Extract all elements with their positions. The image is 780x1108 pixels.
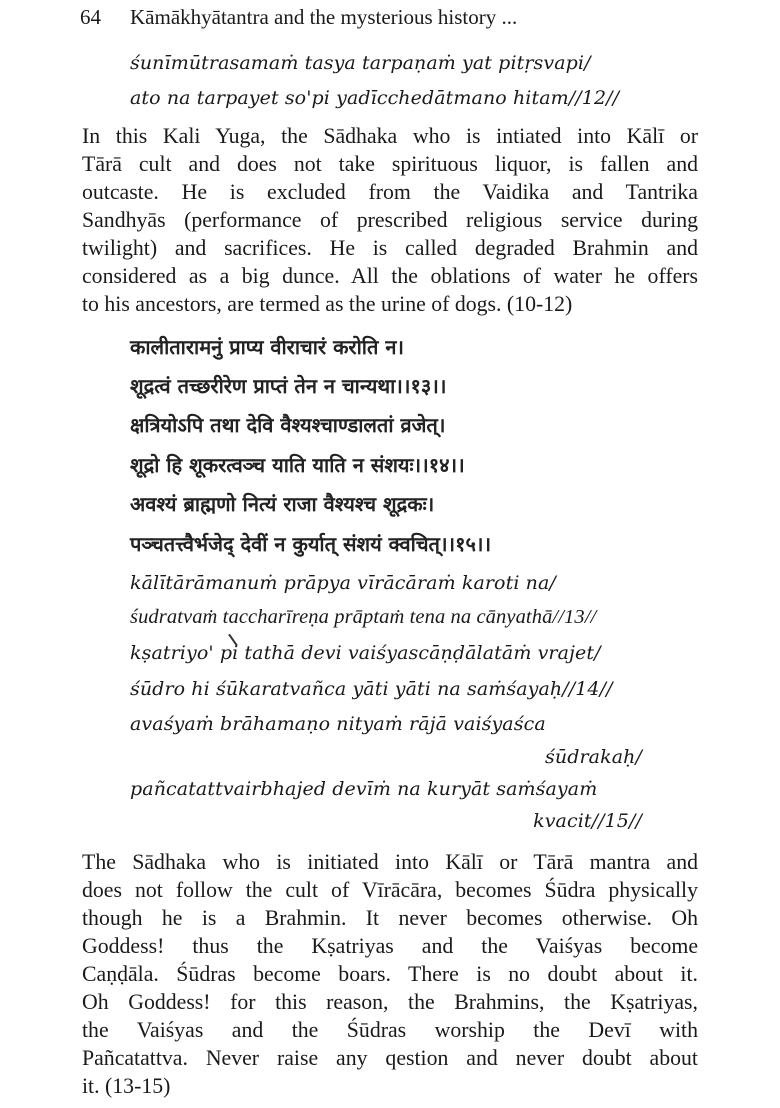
paragraph-line: Oh Goddess! for this reason, the Brahmins, the Kṣatriyas, (82, 990, 698, 1014)
sanskrit-verse-line: शूद्रत्वं तच्छरीरेण प्राप्तं तेन न चान्यथा।।१३।। (130, 374, 447, 398)
commentary-paragraph (82, 122, 698, 318)
sanskrit-verse-line: क्षत्रियोऽपि तथा देवि वैश्यश्चाण्डालतां व्रजेत्। (130, 413, 446, 437)
paragraph-line: In this Kali Yuga, the Sādhaka who is intiated into Kālī or (82, 124, 698, 148)
transliteration-line: avaśyaṁ brāhamaṇo nityaṁ rājā vaiśyaśca (130, 713, 546, 735)
transliteration-line: kālītārāmanuṁ prāpya vīrācāraṁ karoti na/ (130, 572, 556, 594)
commentary-paragraph (82, 848, 698, 1100)
verse-line: ato na tarpayet so'pi yadīcchedātmano hitam//12// (130, 87, 620, 109)
paragraph-line: it. (13-15) (82, 1074, 171, 1098)
paragraph-line: Sandhyās (performance of prescribed religious service during (82, 208, 698, 232)
paragraph-line: Caṇḍāla. Śūdras become boars. There is no doubt about it. (82, 962, 698, 986)
paragraph-line: does not follow the cult of Vīrācāra, becomes Śūdra physically (82, 878, 698, 902)
paragraph-line: though he is a Brahmin. It never becomes otherwise. Oh (82, 906, 698, 930)
page-number: 64 (80, 5, 101, 29)
transliteration-line: pañcatattvairbhajed devīṁ na kuryāt saṁśayaṁ (130, 778, 598, 800)
paragraph-line: the Vaiśyas and the Śūdras worship the Devī with (82, 1018, 698, 1042)
transliteration-line: śūdro hi śūkaratvañca yāti yāti na saṁśayaḥ//14// (130, 678, 613, 700)
paragraph-line: outcaste. He is excluded from the Vaidika and Tantrika (82, 180, 698, 204)
transliteration-line: śūdrakaḥ/ (545, 746, 642, 768)
page-header (80, 2, 720, 32)
sanskrit-verse-line: कालीतारामनुं प्राप्य वीराचारं करोति न। (130, 335, 405, 359)
verse-line: śunīmūtrasamaṁ tasya tarpaṇaṁ yat pitṛsvapi/ (130, 52, 591, 74)
paragraph-line: Goddess! thus the Kṣatriyas and the Vaiśyas become (82, 934, 698, 958)
running-title: Kāmākhyātantra and the mysterious history ... (130, 5, 518, 29)
paragraph-line: to his ancestors, are termed as the urine of dogs. (10-12) (82, 292, 573, 316)
paragraph-line: The Sādhaka who is initiated into Kālī or Tārā mantra and (82, 850, 698, 874)
transliteration-line: kvacit//15// (533, 810, 642, 832)
sanskrit-verse-line: अवश्यं ब्राह्मणो नित्यं राजा वैश्यश्च शूद्रकः। (130, 492, 435, 516)
transliteration-line: śudratvaṁ taccharīreṇa prāptaṁ tena na cānyathā//13// (130, 606, 597, 628)
sanskrit-verse-line: शूद्रो हि शूकरत्वञ्च याति याति न संशयः।।१४।। (130, 453, 465, 477)
transliteration-line: kṣatriyo' pi tathā devi vaiśyascāṇḍālatāṁ vrajet/ (130, 642, 601, 664)
paragraph-line: Tārā cult and does not take spirituous liquor, is fallen and (82, 152, 698, 176)
sanskrit-verse-line: पञ्चतत्त्वैर्भजेद् देवीं न कुर्यात् संशयं क्वचित्।।१५।। (130, 532, 492, 556)
paragraph-line: Pañcatattva. Never raise any qestion and never doubt about (82, 1046, 698, 1070)
paragraph-line: twilight) and sacrifices. He is called degraded Brahmin and (82, 236, 698, 260)
paragraph-line: considered as a big dunce. All the oblations of water he offers (82, 264, 698, 288)
